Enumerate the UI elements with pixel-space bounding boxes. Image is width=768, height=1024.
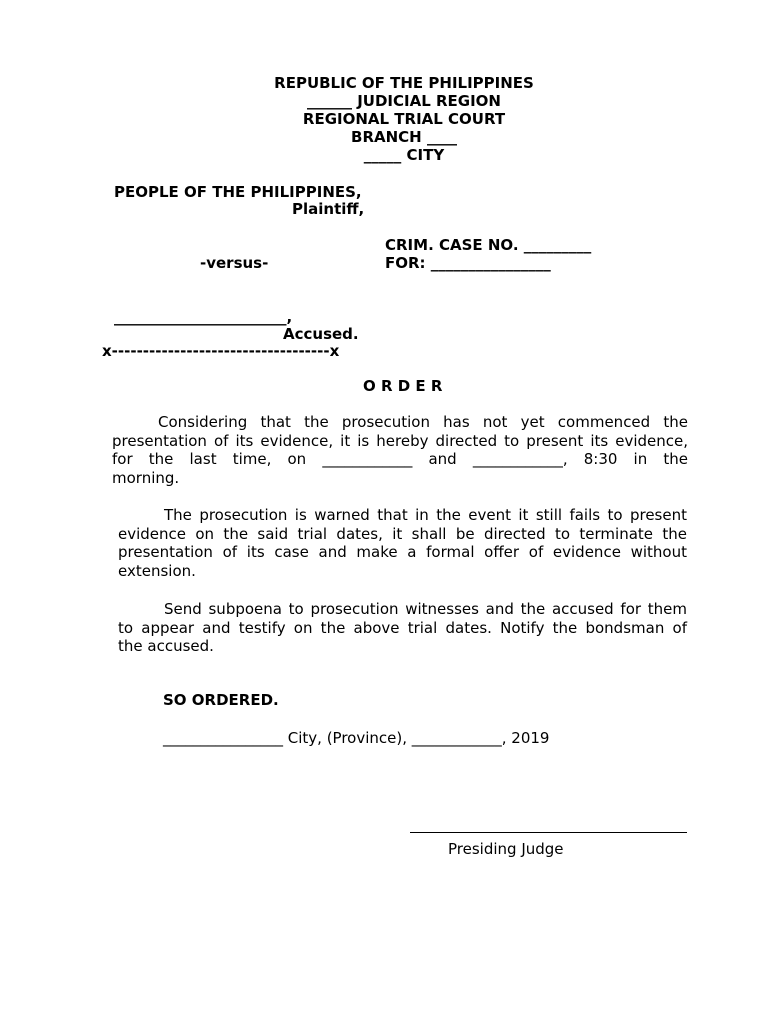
signature-line (410, 832, 687, 833)
caption-for: FOR: ________________ (385, 254, 551, 272)
paragraph-3 (118, 600, 687, 656)
place-and-date: ________________ City, (Province), ____________, 2019 (163, 729, 550, 747)
header-regional-trial-court: REGIONAL TRIAL COURT (302, 110, 506, 128)
paragraph-1 (112, 413, 688, 487)
paragraph-2 (118, 506, 687, 580)
paragraph-1-line-4: morning. (112, 468, 180, 487)
caption-separator: x-----------------------------------x (102, 342, 340, 360)
paragraph-3-line-1: Send subpoena to prosecution witnesses and the accused for them (164, 600, 687, 618)
paragraph-3-line-2: to appear and testify on the above trial dates. Notify the bondsman of (118, 618, 687, 637)
header-branch: BRANCH ____ (351, 128, 457, 146)
paragraph-2-line-2: evidence on the said trial dates, it shall be directed to terminate the (118, 524, 687, 543)
paragraph-2-line-1: The prosecution is warned that in the event it still fails to present (164, 506, 687, 524)
paragraph-1-line-2: presentation of its evidence, it is hereby directed to present its evidence, (112, 431, 688, 450)
paragraph-1-line-1: Considering that the prosecution has not yet commenced the (158, 413, 688, 431)
paragraph-2-line-3: presentation of its case and make a formal offer of evidence without (118, 543, 687, 562)
order-title: O R D E R (363, 377, 443, 395)
header-city: _____ CITY (363, 146, 445, 164)
header-republic: REPUBLIC OF THE PHILIPPINES (274, 74, 534, 92)
caption-party: PEOPLE OF THE PHILIPPINES, (114, 183, 362, 201)
paragraph-2-line-4: extension. (118, 561, 196, 580)
caption-case-number: CRIM. CASE NO. _________ (385, 236, 592, 254)
paragraph-1-line-3: for the last time, on ____________ and ____________, 8:30 in the (112, 450, 688, 469)
so-ordered: SO ORDERED. (163, 691, 279, 709)
caption-accused-blank: _______________________, (114, 308, 293, 326)
caption-plaintiff: Plaintiff, (292, 200, 365, 218)
caption-versus: -versus- (200, 254, 269, 272)
header-judicial-region: ______ JUDICIAL REGION (307, 92, 501, 110)
caption-accused: Accused. (283, 325, 359, 343)
paragraph-3-line-3: the accused. (118, 637, 214, 656)
presiding-judge-label: Presiding Judge (448, 840, 564, 858)
